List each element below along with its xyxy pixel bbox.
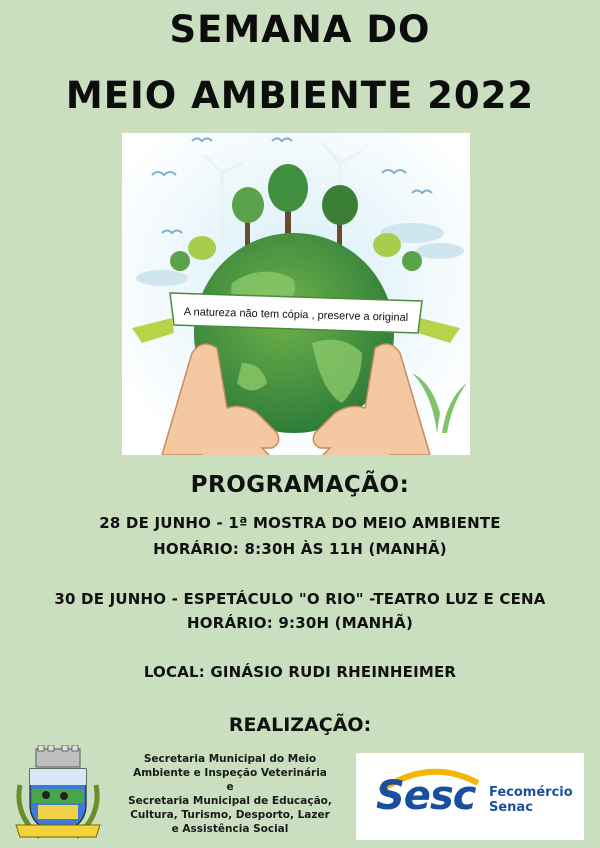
org-line: Ambiente e Inspeção Veterinária	[133, 767, 327, 779]
org-line: e	[226, 781, 234, 793]
poster-title-line2: MEIO AMBIENTE 2022	[65, 74, 535, 117]
municipal-crest-icon	[12, 745, 104, 843]
event-location: LOCAL: GINÁSIO RUDI RHEINHEIMER	[143, 663, 457, 681]
banner-text: A natureza não tem cópia , preserve a original	[183, 306, 409, 324]
poster-title-line1: SEMANA DO	[169, 8, 431, 51]
event2-title: 30 DE JUNHO - ESPETÁCULO "O RIO" -TEATRO LUZ E CENA	[54, 590, 546, 608]
org-line: e Assistência Social	[171, 823, 289, 835]
event2-time: HORÁRIO: 9:30H (MANHÃ)	[186, 614, 414, 632]
event1-title: 28 DE JUNHO - 1ª MOSTRA DO MEIO AMBIENTE	[99, 514, 501, 532]
sesc-wordmark: Sesc	[376, 773, 476, 819]
fecomercio-label: Fecomércio	[489, 785, 573, 800]
program-heading: PROGRAMAÇÃO:	[190, 472, 410, 498]
realization-heading: REALIZAÇÃO:	[228, 714, 372, 736]
earth-hands-illustration	[122, 133, 470, 455]
sesc-senac-logo	[356, 753, 584, 840]
org-line: Secretaria Municipal de Educação,	[128, 795, 332, 807]
org-line: Secretaria Municipal do Meio	[143, 753, 317, 765]
event1-time: HORÁRIO: 8:30H ÀS 11H (MANHÃ)	[153, 540, 447, 558]
senac-label: Senac	[489, 800, 533, 815]
fecomercio-senac-text	[489, 785, 573, 815]
org-line: Cultura, Turismo, Desporto, Lazer	[130, 809, 330, 821]
organizer-text	[112, 752, 348, 836]
